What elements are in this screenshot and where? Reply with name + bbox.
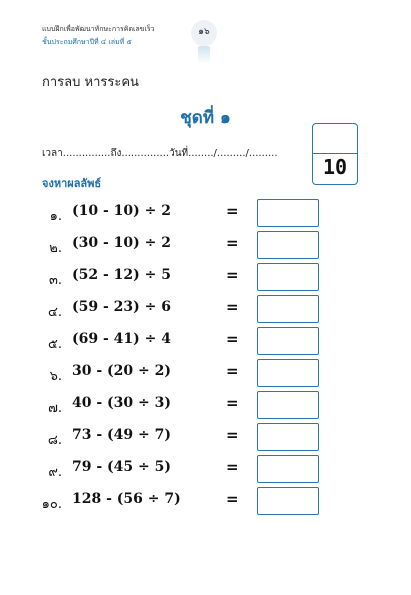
equals-sign: =	[226, 458, 239, 476]
problem-number: ๓.	[48, 273, 62, 288]
problem-row	[0, 487, 411, 515]
score-divider	[313, 153, 357, 154]
problem-number: ๕.	[48, 337, 62, 352]
score-box	[312, 123, 358, 185]
problem-number: ๑.	[49, 209, 62, 224]
problem-expression: 128 - (56 ÷ 7)	[72, 491, 181, 507]
page-badge-decoration	[198, 46, 210, 64]
problem-row	[0, 263, 411, 291]
problem-number: ๗.	[48, 401, 62, 416]
equals-sign: =	[226, 202, 239, 220]
instruction-text: จงหาผลลัพธ์	[42, 177, 102, 190]
problem-expression: (69 - 41) ÷ 4	[72, 331, 171, 347]
problem-number: ๙.	[48, 465, 62, 480]
problem-row	[0, 455, 411, 483]
answer-box[interactable]	[257, 487, 319, 515]
total-score: 10	[322, 155, 348, 179]
answer-box[interactable]	[257, 423, 319, 451]
answer-box[interactable]	[257, 455, 319, 483]
problem-expression: (10 - 10) ÷ 2	[72, 203, 171, 219]
page-number-badge: ๑๖	[191, 20, 217, 46]
answer-box[interactable]	[257, 199, 319, 227]
problem-number: ๔.	[48, 305, 62, 320]
time-date-line: เวลา...............ถึง...............วันที่......../........./.........	[42, 148, 278, 159]
problem-number: ๒.	[49, 241, 62, 256]
equals-sign: =	[226, 490, 239, 508]
problem-row	[0, 327, 411, 355]
problem-row	[0, 231, 411, 259]
equals-sign: =	[226, 234, 239, 252]
equals-sign: =	[226, 298, 239, 316]
topic-heading: การลบ หารระคน	[42, 75, 139, 90]
problem-row	[0, 391, 411, 419]
problem-expression: 30 - (20 ÷ 2)	[72, 363, 171, 379]
equals-sign: =	[226, 362, 239, 380]
equals-sign: =	[226, 330, 239, 348]
answer-box[interactable]	[257, 231, 319, 259]
answer-box[interactable]	[257, 327, 319, 355]
answer-box[interactable]	[257, 295, 319, 323]
header-subtitle: ชั้นประถมศึกษาปีที่ ๔ เล่มที่ ๕	[42, 38, 132, 46]
problem-expression: 79 - (45 ÷ 5)	[72, 459, 171, 475]
answer-box[interactable]	[257, 391, 319, 419]
header-title: แบบฝึกเพื่อพัฒนาทักษะการคิดเลขเร็ว	[42, 25, 155, 33]
problem-row	[0, 295, 411, 323]
problem-number: ๑๐.	[41, 497, 62, 512]
problem-expression: 73 - (49 ÷ 7)	[72, 427, 171, 443]
problem-number: ๘.	[47, 433, 62, 448]
problem-row	[0, 359, 411, 387]
set-title: ชุดที่ ๑	[180, 108, 231, 128]
problem-row	[0, 423, 411, 451]
problem-expression: 40 - (30 ÷ 3)	[72, 395, 171, 411]
problem-expression: (59 - 23) ÷ 6	[72, 299, 171, 315]
problem-expression: (30 - 10) ÷ 2	[72, 235, 171, 251]
equals-sign: =	[226, 426, 239, 444]
problem-row	[0, 199, 411, 227]
problem-expression: (52 - 12) ÷ 5	[72, 267, 171, 283]
equals-sign: =	[226, 394, 239, 412]
equals-sign: =	[226, 266, 239, 284]
problem-number: ๖.	[49, 369, 62, 384]
answer-box[interactable]	[257, 359, 319, 387]
answer-box[interactable]	[257, 263, 319, 291]
